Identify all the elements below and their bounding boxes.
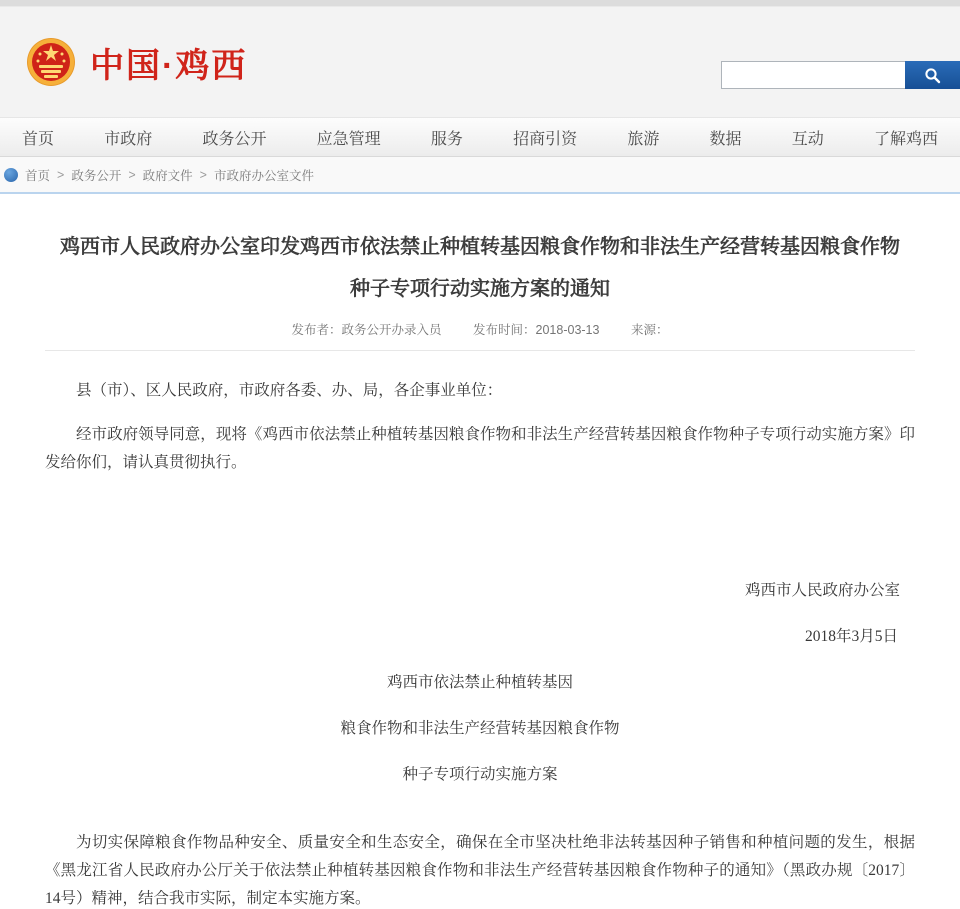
breadcrumb-item-openness[interactable]: 政务公开 xyxy=(71,168,122,183)
nav-item-services[interactable]: 服务 xyxy=(430,130,463,148)
main-nav xyxy=(0,117,960,157)
nav-item-home[interactable]: 首页 xyxy=(22,130,55,148)
national-emblem-logo xyxy=(26,37,76,87)
breadcrumb-item-office-documents[interactable]: 市政府办公室文件 xyxy=(213,168,314,183)
search-button[interactable] xyxy=(905,61,960,89)
signature-office: 鸡西市人民政府办公室 xyxy=(744,582,900,599)
article-container xyxy=(0,226,960,909)
paragraph-salutation: 县（市）、区人民政府，市政府各委、办、局，各企事业单位： xyxy=(76,382,503,399)
nav-item-openness[interactable]: 政务公开 xyxy=(202,130,267,148)
meta-publisher: 发布者：政务公开办录入员 xyxy=(291,323,442,337)
nav-item-gov[interactable]: 市政府 xyxy=(104,130,153,148)
breadcrumb-separator: > xyxy=(199,167,207,182)
breadcrumb-home-icon xyxy=(4,168,18,182)
nav-item-data[interactable]: 数据 xyxy=(709,130,742,148)
search-box xyxy=(721,61,960,89)
meta-source: 来源： xyxy=(630,323,669,337)
breadcrumb xyxy=(0,157,960,194)
site-brand[interactable] xyxy=(26,37,247,87)
nav-item-invest[interactable]: 招商引资 xyxy=(513,130,578,148)
doc-title-line-2: 粮食作物和非法生产经营转基因粮食作物 xyxy=(340,720,620,737)
breadcrumb-item-home[interactable]: 首页 xyxy=(25,168,51,183)
search-input[interactable] xyxy=(721,61,905,89)
article-meta xyxy=(45,320,915,338)
nav-item-emergency[interactable]: 应急管理 xyxy=(316,130,381,148)
meta-publish-time: 发布时间：2018-03-13 xyxy=(473,323,600,337)
site-header xyxy=(0,7,960,117)
doc-title-line-3: 种子专项行动实施方案 xyxy=(402,766,558,783)
doc-title-line-1: 鸡西市依法禁止种植转基因 xyxy=(386,674,573,691)
nav-item-about[interactable]: 了解鸡西 xyxy=(873,130,938,148)
breadcrumb-separator: > xyxy=(57,167,65,182)
breadcrumb-item-documents[interactable]: 政府文件 xyxy=(142,168,193,183)
signature-date: 2018年3月5日 xyxy=(804,628,898,645)
document-body xyxy=(45,377,915,909)
nav-item-interact[interactable]: 互动 xyxy=(791,130,824,148)
site-title: 中国·鸡西 xyxy=(90,46,248,85)
breadcrumb-separator: > xyxy=(128,167,136,182)
top-strip xyxy=(0,0,960,7)
paragraph-body-2: 为切实保障粮食作物品种安全、质量安全和生态安全，确保在全市坚决杜绝非法转基因种子销售和种植问题的发生，根据《黑龙江省人民政府办公厅关于依法禁止种植转基因粮食作物和非法生产经营转基因粮食作物种子的通知》（黑政办规〔2017〕14号）精神，结合我市实际，制定本实施方案。 xyxy=(45,834,915,907)
nav-item-tourism[interactable]: 旅游 xyxy=(627,130,660,148)
meta-divider xyxy=(45,350,915,351)
search-icon xyxy=(924,67,941,84)
paragraph-body-1: 经市政府领导同意，现将《鸡西市依法禁止种植转基因粮食作物和非法生产经营转基因粮食作物种子专项行动实施方案》印发给你们，请认真贯彻执行。 xyxy=(45,426,915,471)
article-title: 鸡西市人民政府办公室印发鸡西市依法禁止种植转基因粮食作物和非法生产经营转基因粮食作物种子专项行动实施方案的通知 xyxy=(60,236,900,300)
